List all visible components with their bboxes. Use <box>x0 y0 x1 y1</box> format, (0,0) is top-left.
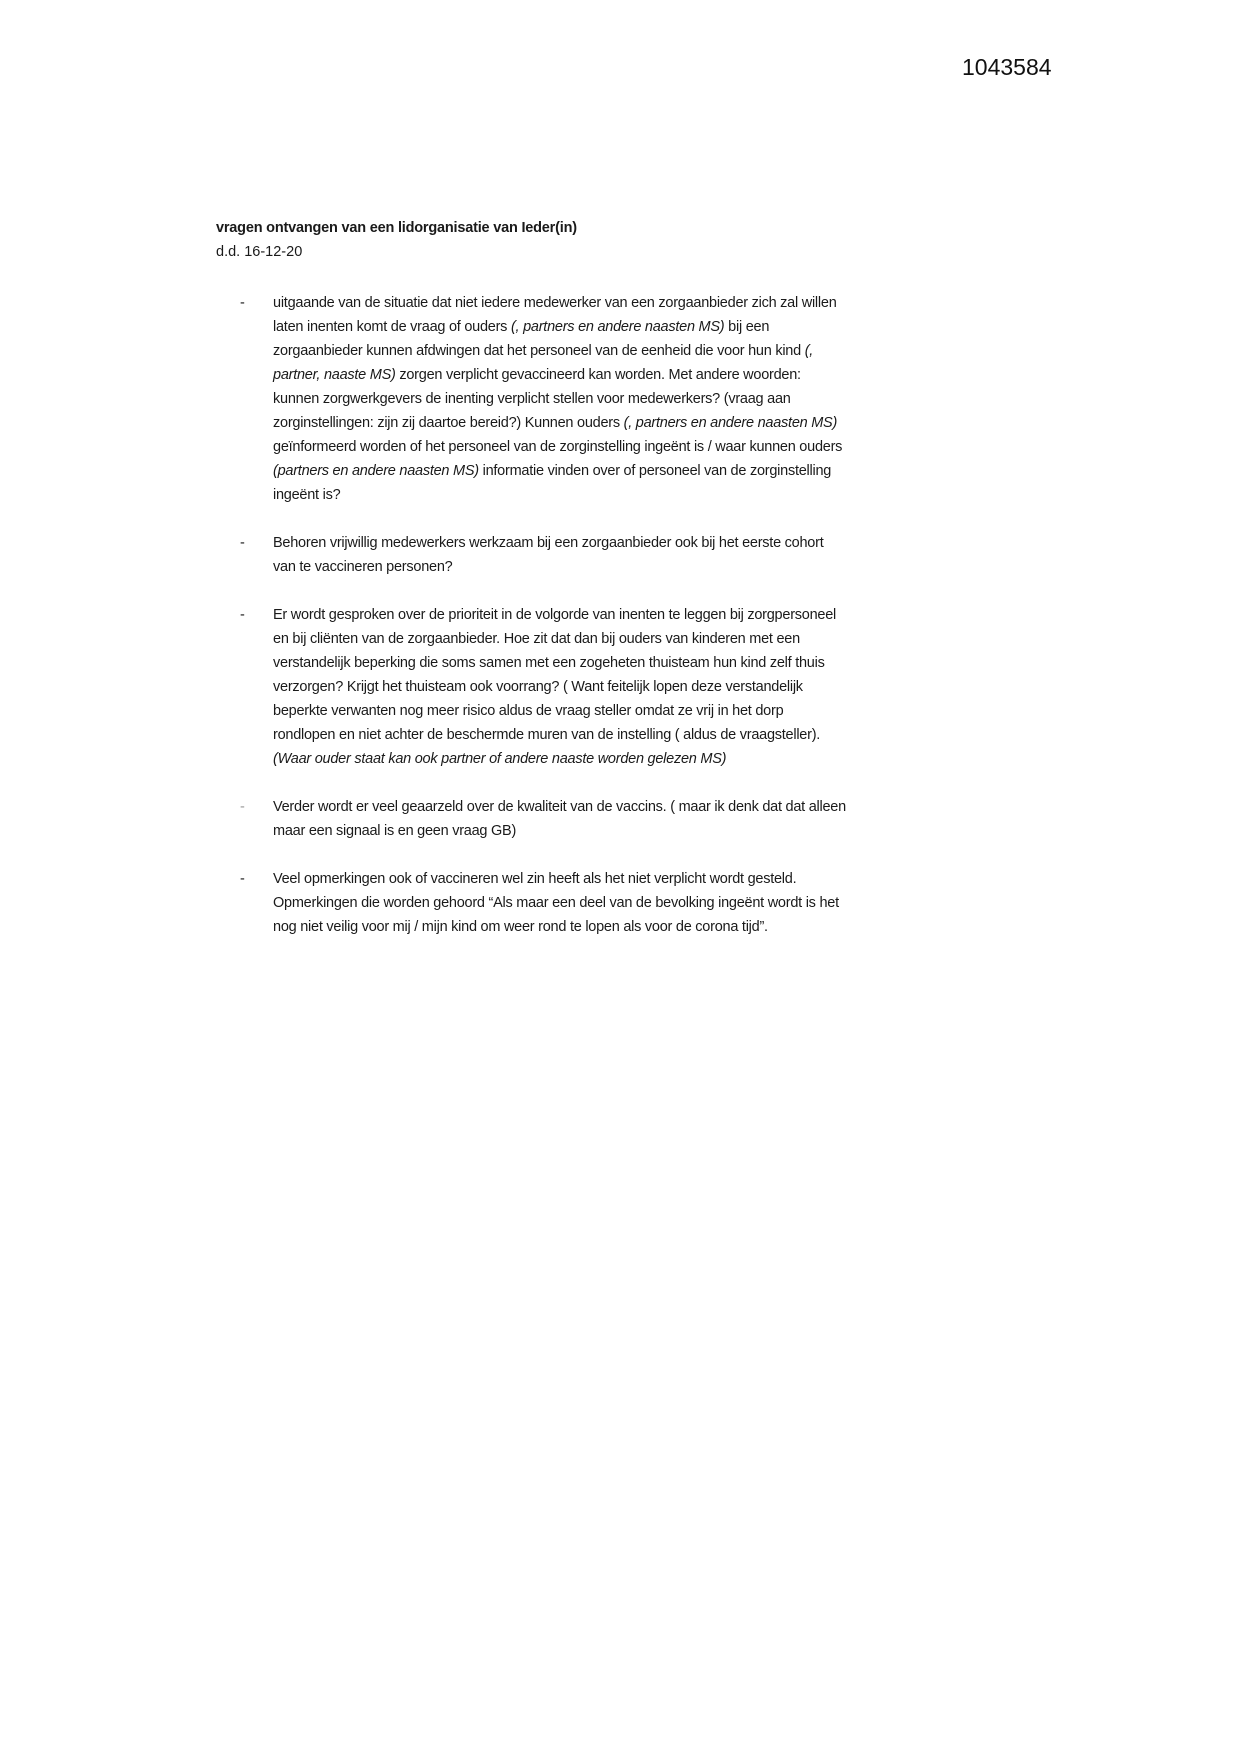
text-segment: Er wordt gesproken over de prioriteit in de volgorde van inenten te leggen bij zorgpersoneel <box>273 607 836 623</box>
italic-annotation: (Waar ouder staat kan ook partner of andere naaste worden gelezen MS) <box>273 751 727 767</box>
text-segment: geïnformeerd worden of het personeel van de zorginstelling ingeënt is / waar kunnen ouders <box>273 439 843 455</box>
text-line <box>273 699 1000 723</box>
bullet-dash: - <box>240 799 245 815</box>
bullet-dash: - <box>240 295 245 311</box>
document-heading: vragen ontvangen van een lidorganisatie van Ieder(in) <box>216 220 577 236</box>
text-segment: en bij cliënten van de zorgaanbieder. Hoe zit dat dan bij ouders van kinderen met een <box>273 631 800 647</box>
text-segment: Behoren vrijwillig medewerkers werkzaam bij een zorgaanbieder ook bij het eerste cohort <box>273 535 824 551</box>
text-line <box>273 675 1000 699</box>
text-segment: Opmerkingen die worden gehoord “Als maar een deel van de bevolking ingeënt wordt is het <box>273 895 839 911</box>
text-line <box>273 387 1000 411</box>
text-line <box>273 459 1000 483</box>
text-line <box>273 435 1000 459</box>
text-line <box>273 819 1000 843</box>
text-segment: van te vaccineren personen? <box>273 559 453 575</box>
text-line <box>273 651 1000 675</box>
text-segment: Verder wordt er veel geaarzeld over de kwaliteit van de vaccins. ( maar ik denk dat dat alleen <box>273 799 846 815</box>
list-item <box>240 531 1000 579</box>
text-line <box>273 291 1000 315</box>
italic-annotation: (, partners en andere naasten MS) <box>623 415 838 431</box>
text-segment: beperkte verwanten nog meer risico aldus de vraag steller omdat ze vrij in het dorp <box>273 703 784 719</box>
text-line <box>273 891 1000 915</box>
text-line <box>273 531 1000 555</box>
text-segment: Veel opmerkingen ook of vaccineren wel zin heeft als het niet verplicht wordt gesteld. <box>273 871 797 887</box>
text-segment: zorgaanbieder kunnen afdwingen dat het personeel van de eenheid die voor hun kind <box>273 343 805 359</box>
text-segment: bij een <box>724 319 770 335</box>
question-list <box>240 291 1000 963</box>
text-line <box>273 747 1000 771</box>
text-segment: rondlopen en niet achter de beschermde muren van de instelling ( aldus de vraagsteller). <box>273 727 821 743</box>
text-segment: maar een signaal is en geen vraag GB) <box>273 823 517 839</box>
document-id: 1043584 <box>962 54 1052 80</box>
text-line <box>273 411 1000 435</box>
text-line <box>273 795 1000 819</box>
text-line <box>273 483 1000 507</box>
text-segment: ingeënt is? <box>273 487 341 503</box>
document-date: d.d. 16-12-20 <box>216 244 303 260</box>
list-item <box>240 867 1000 939</box>
text-line <box>273 603 1000 627</box>
text-segment: verzorgen? Krijgt het thuisteam ook voorrang? ( Want feitelijk lopen deze verstandelijk <box>273 679 803 695</box>
text-segment: zorgen verplicht gevaccineerd kan worden. Met andere woorden: <box>395 367 801 383</box>
italic-annotation: partner, naaste MS) <box>273 367 396 383</box>
text-line <box>273 363 1000 387</box>
list-item <box>240 795 1000 843</box>
italic-annotation: (partners en andere naasten MS) <box>273 463 479 479</box>
list-item <box>240 291 1000 507</box>
text-line <box>273 555 1000 579</box>
text-line <box>273 867 1000 891</box>
text-line <box>273 627 1000 651</box>
text-segment: uitgaande van de situatie dat niet iedere medewerker van een zorgaanbieder zich zal willen <box>273 295 837 311</box>
text-segment: laten inenten komt de vraag of ouders <box>273 319 511 335</box>
bullet-dash: - <box>240 535 245 551</box>
text-line <box>273 315 1000 339</box>
text-segment: zorginstellingen: zijn zij daartoe bereid?) Kunnen ouders <box>273 415 624 431</box>
italic-annotation: (, partners en andere naasten MS) <box>510 319 725 335</box>
text-line <box>273 339 1000 363</box>
text-segment: verstandelijk beperking die soms samen met een zogeheten thuisteam hun kind zelf thuis <box>273 655 825 671</box>
list-item <box>240 603 1000 771</box>
text-line <box>273 915 1000 939</box>
text-segment: nog niet veilig voor mij / mijn kind om weer rond te lopen als voor de corona tijd”. <box>273 919 768 935</box>
bullet-dash: - <box>240 607 245 623</box>
text-segment: kunnen zorgwerkgevers de inenting verplicht stellen voor medewerkers? (vraag aan <box>273 391 791 407</box>
text-line <box>273 723 1000 747</box>
italic-annotation: (, <box>804 343 814 359</box>
text-segment: informatie vinden over of personeel van de zorginstelling <box>478 463 832 479</box>
bullet-dash: - <box>240 871 245 887</box>
